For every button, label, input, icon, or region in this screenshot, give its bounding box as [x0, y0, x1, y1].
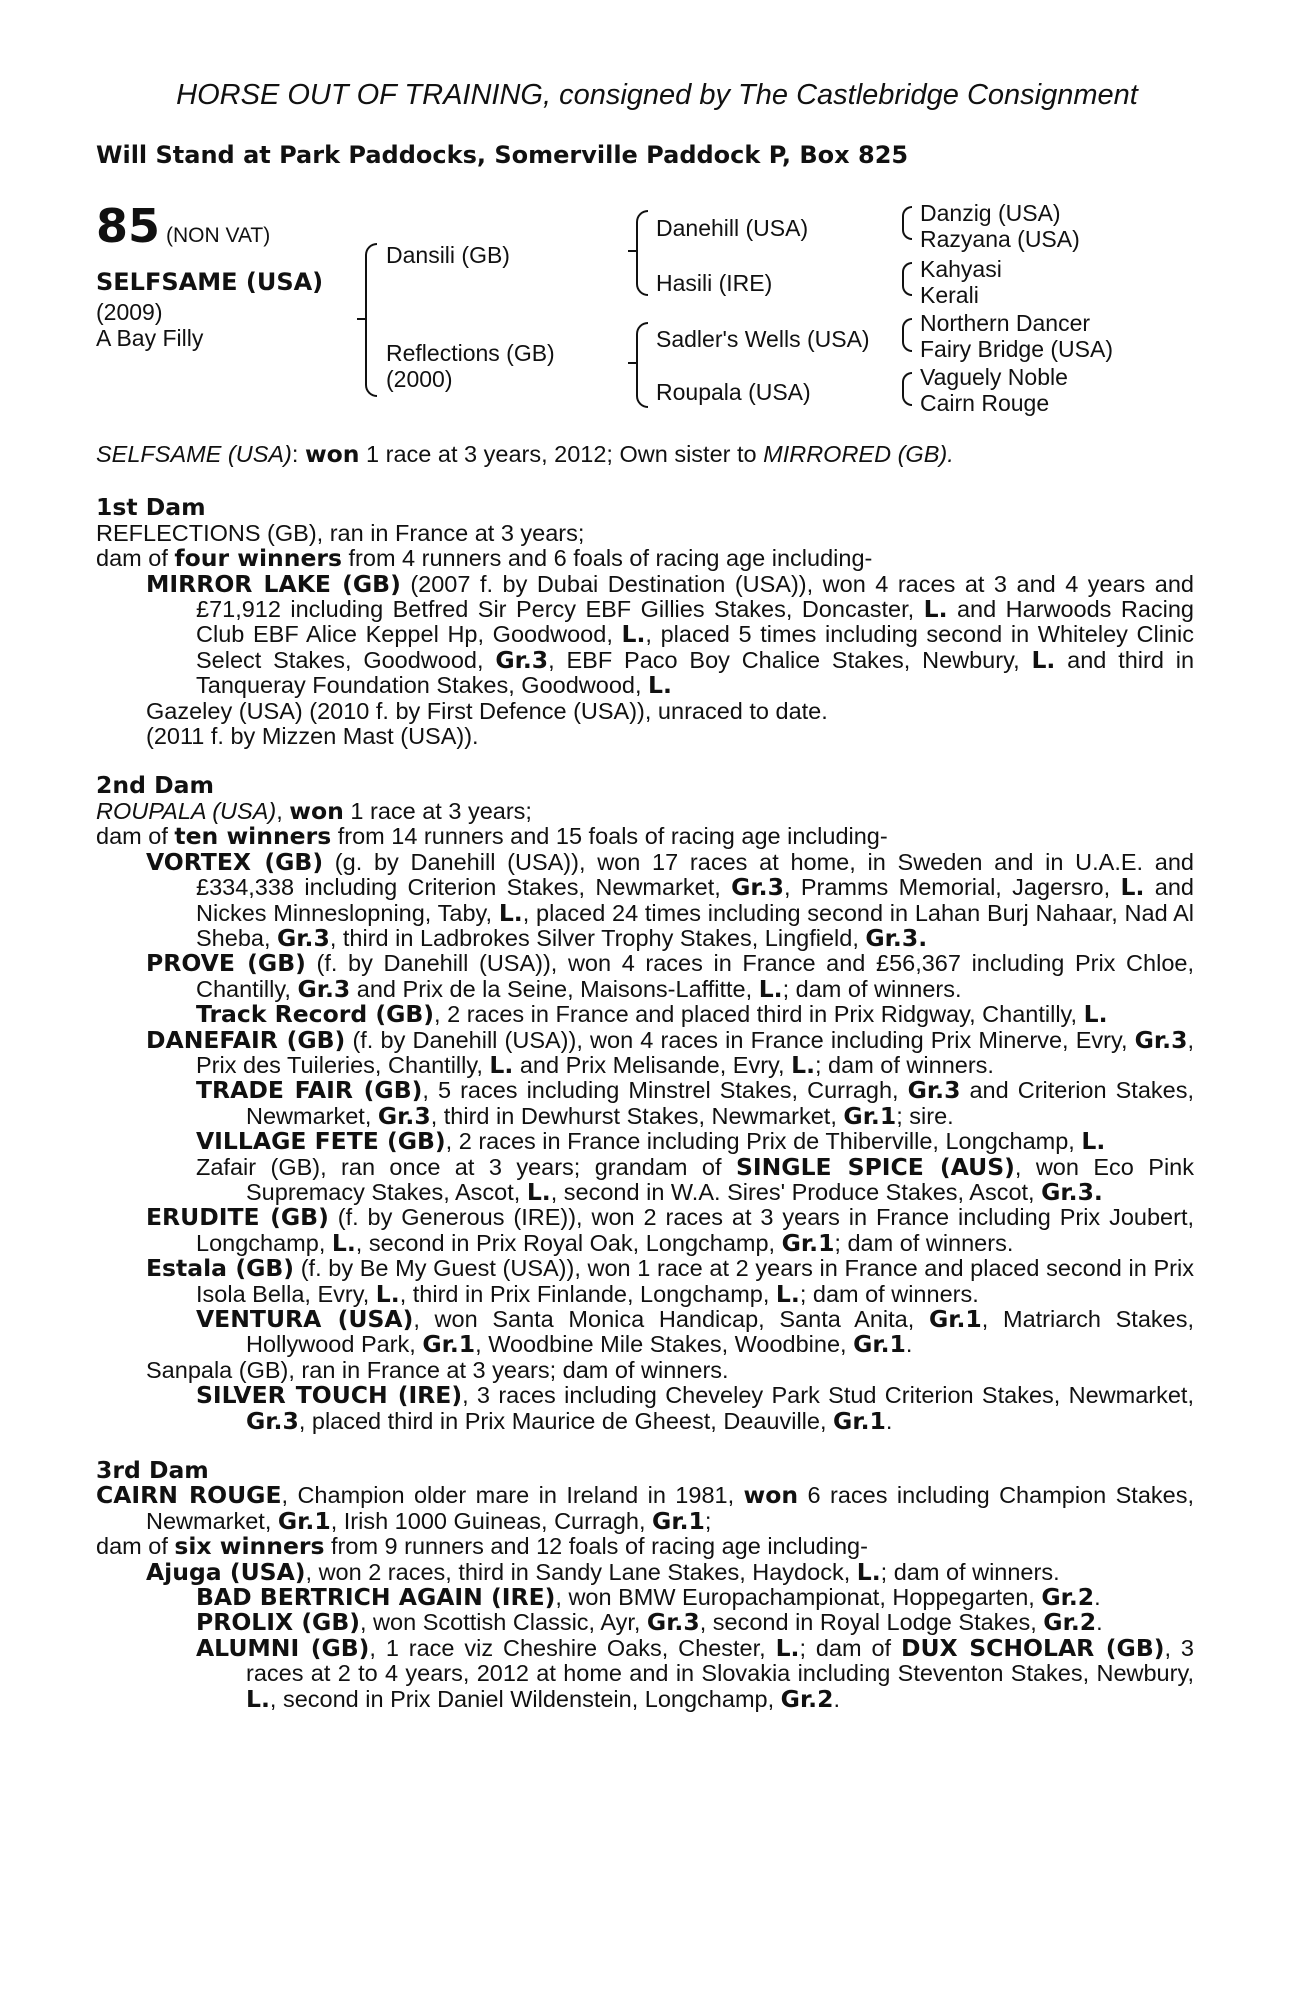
produce-trade-fair: TRADE FAIR (GB), 5 races including Minstrel Stakes, Curragh, Gr.3 and Criterion Stakes, Newmarket, Gr.3, third in Dewhurst Stakes, Newmarket, Gr.1; sire. — [196, 1076, 1194, 1130]
pedigree-brace-g2 — [902, 262, 912, 296]
pedigree-brace-main — [365, 243, 377, 397]
produce-2011-foal: (2011 f. by Mizzen Mast (USA)). — [146, 723, 479, 750]
produce-alumni: ALUMNI (GB), 1 race viz Cheshire Oaks, Chester, L.; dam of DUX SCHOLAR (GB), 3 races at 2 to 4 years, 2012 at home and in Slovakia including Steventon Stakes, Newbury, L., second in Prix Daniel Wildenstein, Longchamp, Gr.2. — [196, 1633, 1194, 1713]
pedigree-ggp-6: Fairy Bridge (USA) — [920, 336, 1113, 362]
lot-number: 85 — [96, 199, 161, 253]
produce-danefair: DANEFAIR (GB) (f. by Danehill (USA)), won 4 races in France including Prix Minerve, Evry, Gr.3, Prix des Tuileries, Chantilly, L. and Prix Melisande, Evry, L.; dam of winners. — [146, 1025, 1194, 1079]
pedigree-ggp-5: Northern Dancer — [920, 310, 1091, 336]
pedigree-brace-g3 — [902, 318, 912, 352]
pedigree-ggp-2: Razyana (USA) — [920, 226, 1080, 252]
pedigree-brace-dam — [636, 322, 648, 408]
page-title: HORSE OUT OF TRAINING, consigned by The Castlebridge Consignment — [176, 79, 1138, 111]
pedigree-dam-sire: Sadler's Wells (USA) — [656, 326, 870, 352]
first-dam-produce: dam of four winners from 4 runners and 6 foals of racing age including- — [96, 544, 873, 573]
pedigree-sire: Dansili (GB) — [386, 242, 510, 268]
pedigree-dam: Reflections (GB) — [386, 340, 555, 366]
produce-gazeley: Gazeley (USA) (2010 f. by First Defence (USA)), unraced to date. — [146, 697, 828, 724]
horse-name: SELFSAME (USA) — [96, 268, 324, 296]
second-dam-produce: dam of ten winners from 14 runners and 15 foals of racing age including- — [96, 822, 888, 851]
pedigree-sire-sire: Danehill (USA) — [656, 215, 809, 241]
produce-track-record: Track Record (GB), 2 races in France and placed third in Prix Ridgway, Chantilly, L. — [196, 1000, 1108, 1029]
produce-bad-bertrich: BAD BERTRICH AGAIN (IRE), won BMW Europachampionat, Hoppegarten, Gr.2. — [196, 1583, 1101, 1612]
produce-prolix: PROLIX (GB), won Scottish Classic, Ayr, Gr.3, second in Royal Lodge Stakes, Gr.2. — [196, 1608, 1103, 1637]
pedigree-brace-main-point — [357, 318, 365, 320]
pedigree-brace-sire-point — [628, 250, 636, 252]
pedigree-ggp-7: Vaguely Noble — [920, 364, 1068, 390]
produce-silver-touch: SILVER TOUCH (IRE), 3 races including Cheveley Park Stud Criterion Stakes, Newmarket, Gr.3, placed third in Prix Maurice de Gheest, Deauville, Gr.1. — [196, 1381, 1194, 1435]
produce-sanpala: Sanpala (GB), ran in France at 3 years; dam of winners. — [146, 1356, 729, 1383]
produce-village-fete: VILLAGE FETE (GB), 2 races in France including Prix de Thiberville, Longchamp, L. — [196, 1127, 1106, 1156]
summary-line: SELFSAME (USA): won 1 race at 3 years, 2012; Own sister to MIRRORED (GB). — [96, 440, 954, 468]
pedigree-ggp-1: Danzig (USA) — [920, 200, 1061, 226]
produce-erudite: ERUDITE (GB) (f. by Generous (IRE)), won 2 races at 3 years in France including Prix Joubert, Longchamp, L., second in Prix Royal Oak, Longchamp, Gr.1; dam of winners. — [146, 1203, 1195, 1257]
produce-vortex: VORTEX (GB) (g. by Danehill (USA)), won 17 races at home, in Sweden and in U.A.E. and £334,338 including Criterion Stakes, Newmarket, Gr.3, Pramms Memorial, Jagersro, L. and Nickes Minneslopning, Taby, L., placed 24 times including second in Lahan Burj Nahaar, Nad Al Sheba, Gr.3, third in Ladbrokes Silver Trophy Stakes, Lingfield, Gr.3. — [146, 847, 1194, 952]
catalogue-text — [96, 442, 1194, 1712]
pedigree-brace-dam-point — [628, 362, 636, 364]
first-dam-heading: 1st Dam — [96, 493, 206, 522]
pedigree-dam-dam: Roupala (USA) — [656, 379, 811, 405]
produce-prove: PROVE (GB) (f. by Danehill (USA)), won 4 races in France and £56,367 including Prix Chloe, Chantilly, Gr.3 and Prix de la Seine, Maisons-Laffitte, L.; dam of winners. — [146, 949, 1194, 1003]
vat-status: (NON VAT) — [166, 224, 271, 247]
pedigree-dam-year: (2000) — [386, 366, 453, 392]
stand-location: Will Stand at Park Paddocks, Somerville Paddock P, Box 825 — [96, 141, 909, 169]
horse-year: (2009) — [96, 299, 163, 325]
second-dam-line: ROUPALA (USA), won 1 race at 3 years; — [96, 796, 532, 825]
second-dam-heading: 2nd Dam — [96, 771, 214, 800]
horse-description: A Bay Filly — [96, 325, 204, 351]
produce-mirror-lake: MIRROR LAKE (GB) (2007 f. by Dubai Destination (USA)), won 4 races at 3 and 4 years and £71,912 including Betfred Sir Percy EBF Gillies Stakes, Doncaster, L. and Harwoods Racing Club EBF Alice Keppel Hp, Goodwood, L., placed 5 times including second in Whiteley Clinic Select Stakes, Goodwood, Gr.3, EBF Paco Boy Chalice Stakes, Newbury, L. and third in Tanqueray Foundation Stakes, Goodwood, L. — [146, 569, 1195, 700]
pedigree-ggp-4: Kerali — [920, 282, 979, 308]
pedigree-ggp-8: Cairn Rouge — [920, 390, 1050, 416]
pedigree-brace-sire — [636, 210, 648, 296]
third-dam-produce: dam of six winners from 9 runners and 12 foals of racing age including- — [96, 1532, 868, 1561]
produce-ventura: VENTURA (USA), won Santa Monica Handicap, Santa Anita, Gr.1, Matriarch Stakes, Hollywood Park, Gr.1, Woodbine Mile Stakes, Woodbine, Gr.1. — [196, 1305, 1194, 1359]
lot-number-block — [96, 200, 270, 252]
produce-ajuga: Ajuga (USA), won 2 races, third in Sandy Lane Stakes, Haydock, L.; dam of winners. — [146, 1557, 1060, 1586]
first-dam-line: REFLECTIONS (GB), ran in France at 3 years; — [96, 519, 585, 546]
pedigree-ggp-3: Kahyasi — [920, 256, 1002, 282]
produce-zafair: Zafair (GB), ran once at 3 years; grandam of SINGLE SPICE (AUS), won Eco Pink Supremacy Stakes, Ascot, L., second in W.A. Sires' Produce Stakes, Ascot, Gr.3. — [196, 1152, 1195, 1206]
pedigree-brace-g1 — [902, 206, 912, 240]
third-dam-heading: 3rd Dam — [96, 1456, 209, 1485]
pedigree-sire-dam: Hasili (IRE) — [656, 270, 773, 296]
third-dam-line: CAIRN ROUGE, Champion older mare in Ireland in 1981, won 6 races including Champion Stakes, Newmarket, Gr.1, Irish 1000 Guineas, Curragh, Gr.1; — [96, 1481, 1194, 1535]
produce-estala: Estala (GB) (f. by Be My Guest (USA)), won 1 race at 2 years in France and placed second in Prix Isola Bella, Evry, L., third in Prix Finlande, Longchamp, L.; dam of winners. — [146, 1254, 1194, 1308]
pedigree-brace-g4 — [902, 372, 912, 406]
